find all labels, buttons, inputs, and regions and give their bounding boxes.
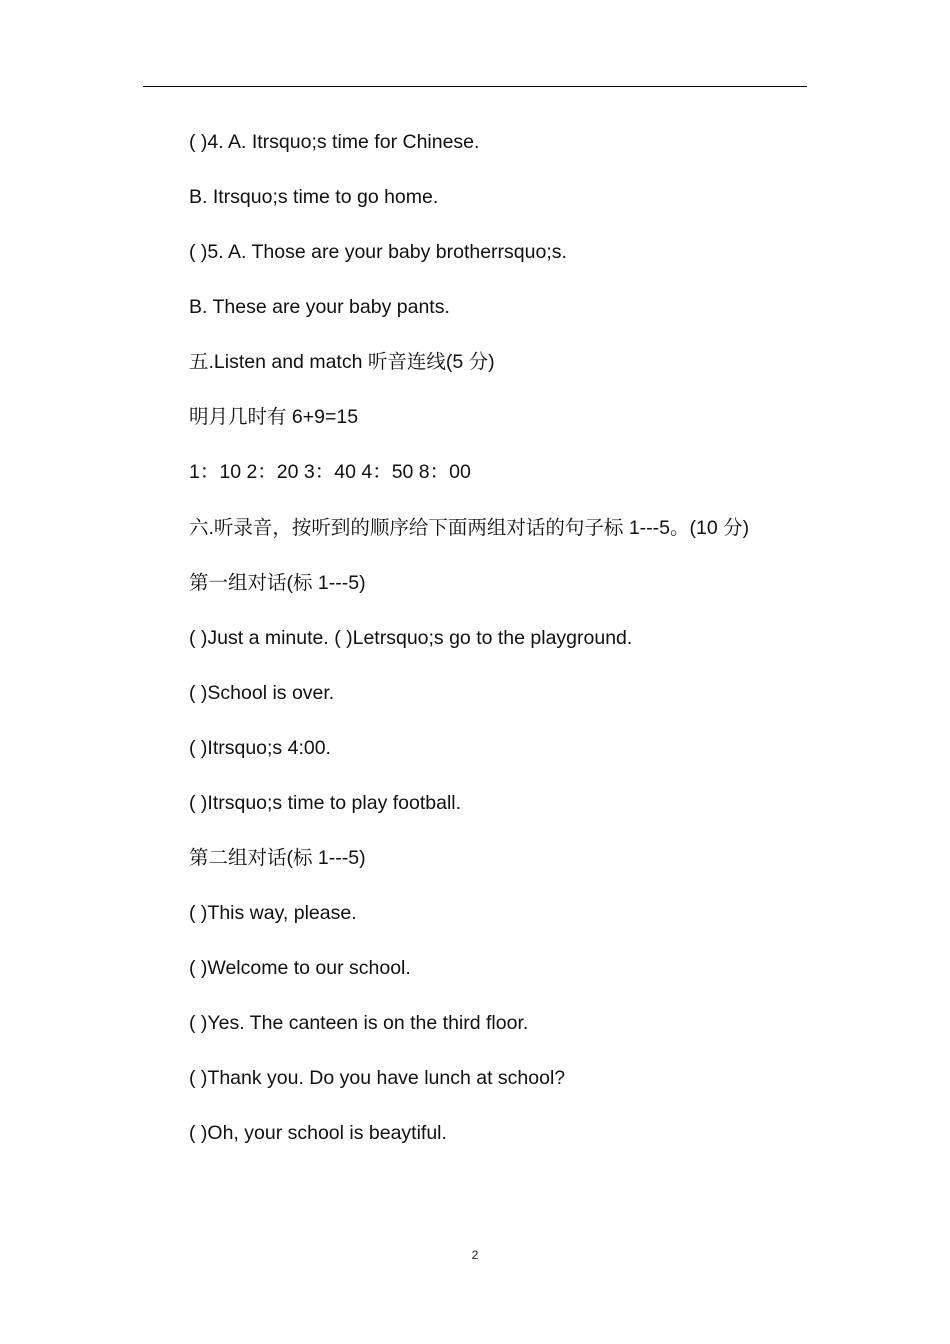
- group-1-item: ( )School is over.: [189, 682, 335, 704]
- group-2-item: ( )Thank you. Do you have lunch at school?: [189, 1067, 566, 1089]
- group-2-item: ( )Yes. The canteen is on the third floor.: [189, 1012, 529, 1034]
- group-2-item: ( )This way, please.: [189, 902, 357, 924]
- question-4-option-b: B. Itrsquo;s time to go home.: [189, 186, 439, 208]
- page-number: 2: [471, 1248, 479, 1262]
- document-body: [145, 115, 809, 1161]
- section-5-line-1: 明月几时有 6+9=15: [189, 406, 359, 428]
- group-2-title: 第二组对话(标 1---5): [189, 847, 366, 869]
- question-4-option-a: ( )4. A. Itrsquo;s time for Chinese.: [189, 131, 480, 153]
- group-2-item: ( )Welcome to our school.: [189, 957, 411, 979]
- group-1-title: 第一组对话(标 1---5): [189, 572, 366, 594]
- question-5-option-a: ( )5. A. Those are your baby brotherrsquo;s.: [189, 241, 567, 263]
- section-6-heading: 六.听录音，按听到的顺序给下面两组对话的句子标 1---5。(10 分): [189, 517, 750, 539]
- question-5-option-b: B. These are your baby pants.: [189, 296, 450, 318]
- group-1-item: ( )Itrsquo;s time to play football.: [189, 792, 462, 814]
- group-1-item: ( )Just a minute. ( )Letrsquo;s go to the playground.: [189, 627, 633, 649]
- group-2-item: ( )Oh, your school is beaytiful.: [189, 1122, 447, 1144]
- section-5-times: 1：10 2：20 3：40 4：50 8：00: [189, 461, 471, 483]
- group-1-item: ( )Itrsquo;s 4:00.: [189, 737, 331, 759]
- header-rule: [143, 86, 807, 87]
- section-5-heading: 五.Listen and match 听音连线(5 分): [189, 351, 495, 373]
